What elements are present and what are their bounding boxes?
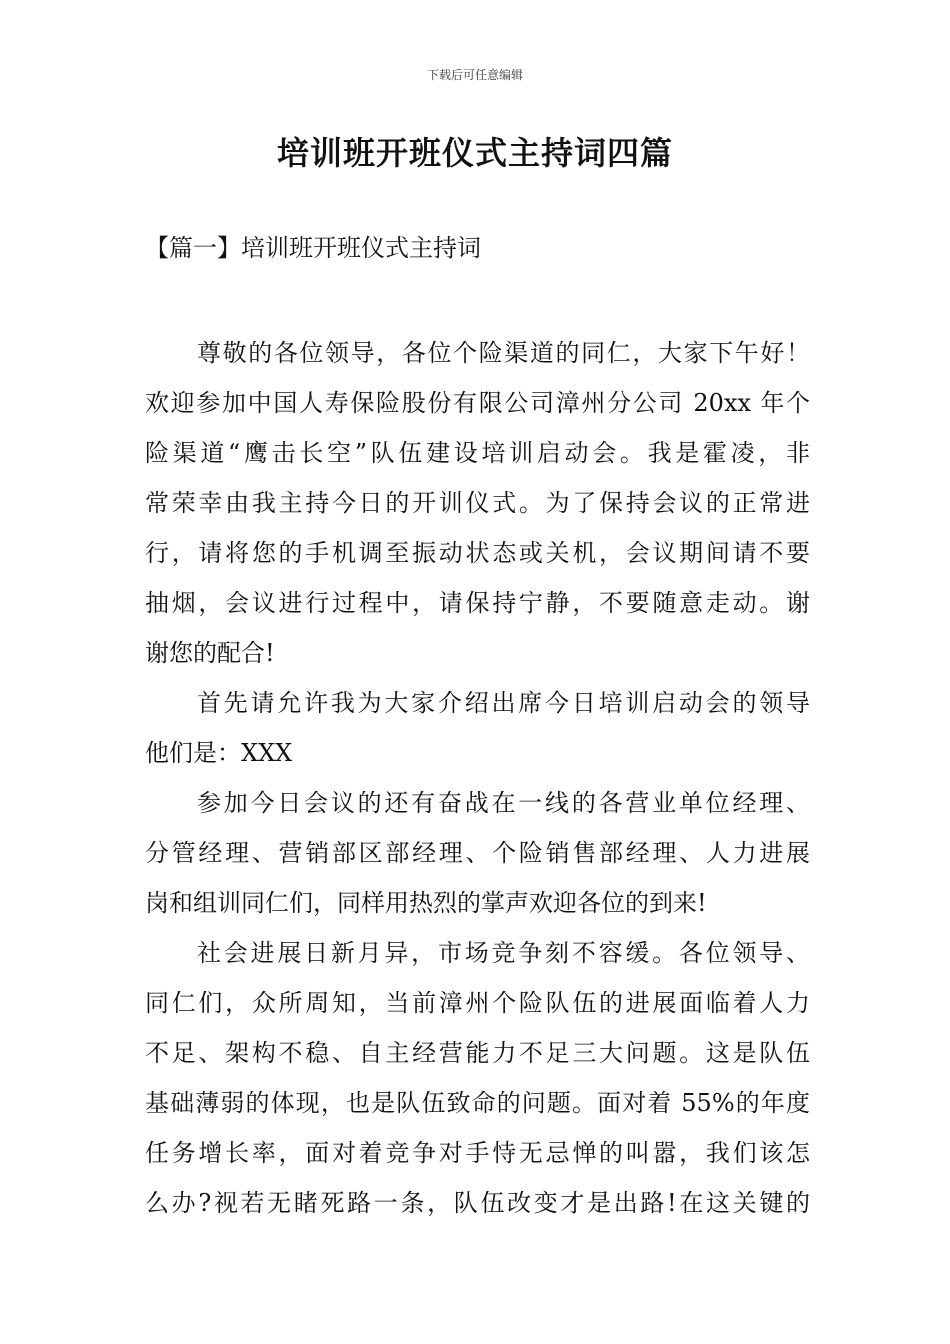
text-line: 他们是：XXX <box>145 739 293 767</box>
paragraph <box>145 928 810 1228</box>
paragraph <box>145 778 810 928</box>
text-line: 首先请允许我为大家介绍出席今日培训启动会的领导 <box>197 689 810 717</box>
text-line: 么办?视若无睹死路一条，队伍改变才是出路!在这关键的 <box>145 1189 810 1217</box>
document-title: 培训班开班仪式主持词四篇 <box>276 134 673 172</box>
text-line: 岗和组训同仁们，同样用热烈的掌声欢迎各位的到来! <box>145 889 707 917</box>
page-header-note: 下载后可任意编辑 <box>426 68 523 82</box>
document-body <box>145 328 810 1228</box>
paragraph <box>145 328 810 678</box>
paragraph <box>145 678 810 778</box>
text-line: 行，请将您的手机调至振动状态或关机，会议期间请不要 <box>145 539 810 567</box>
text-line: 不足、架构不稳、自主经营能力不足三大问题。这是队伍 <box>145 1039 810 1067</box>
text-line: 尊敬的各位领导，各位个险渠道的同仁，大家下午好！ <box>197 339 810 367</box>
text-line: 任务增长率，面对着竞争对手恃无忌惮的叫嚣，我们该怎 <box>145 1139 810 1167</box>
text-line: 社会进展日新月异，市场竞争刻不容缓。各位领导、 <box>197 939 810 967</box>
text-line: 谢您的配合! <box>145 639 275 667</box>
text-line: 常荣幸由我主持今日的开训仪式。为了保持会议的正常进 <box>145 489 810 517</box>
text-line: 同仁们，众所周知，当前漳州个险队伍的进展面临着人力 <box>145 989 810 1017</box>
text-line: 欢迎参加中国人寿保险股份有限公司漳州分公司 20xx 年个 <box>145 389 810 417</box>
section-heading: 【篇一】培训班开班仪式主持词 <box>145 234 481 262</box>
text-line: 抽烟，会议进行过程中，请保持宁静，不要随意走动。谢 <box>145 589 810 617</box>
text-line: 分管经理、营销部区部经理、个险销售部经理、人力进展 <box>145 839 810 867</box>
text-line: 基础薄弱的体现，也是队伍致命的问题。面对着 55%的年度 <box>145 1089 810 1117</box>
text-line: 险渠道“鹰击长空”队伍建设培训启动会。我是霍凌，非 <box>145 439 810 467</box>
text-line: 参加今日会议的还有奋战在一线的各营业单位经理、 <box>197 789 810 817</box>
